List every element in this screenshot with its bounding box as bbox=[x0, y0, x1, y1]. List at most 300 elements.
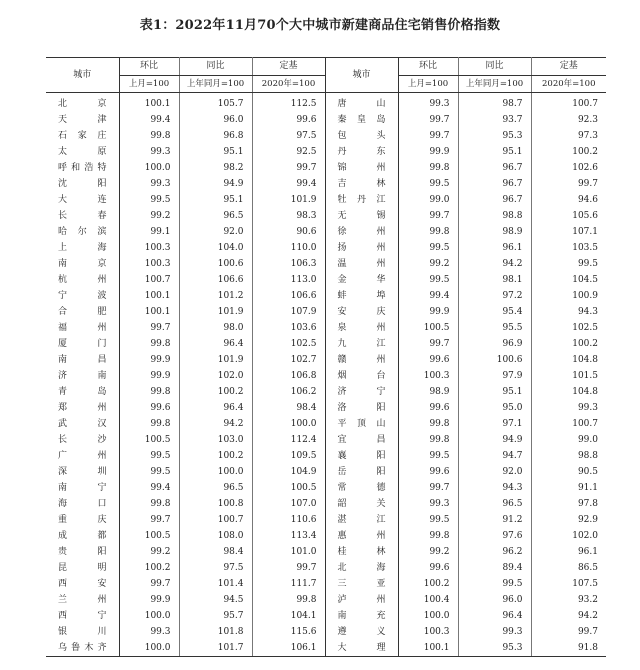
base-value-right: 100.7 bbox=[572, 99, 598, 109]
city-name-right: 南充 bbox=[325, 608, 398, 624]
city-name-left: 海口 bbox=[46, 496, 119, 512]
base-value-right: 102.5 bbox=[572, 323, 598, 333]
city-name-left: 西安 bbox=[46, 576, 119, 592]
city-name-right: 常德 bbox=[325, 480, 398, 496]
yoy-value-right: 95.3 bbox=[458, 128, 531, 144]
base-value-left: 106.8 bbox=[252, 368, 325, 384]
base-header-left: 定基 bbox=[252, 58, 325, 76]
table-row bbox=[46, 480, 606, 496]
city-name-left: 北京 bbox=[46, 93, 119, 113]
base-value-left: 107.0 bbox=[252, 496, 325, 512]
yoy-value-left: 101.7 bbox=[179, 640, 252, 657]
base-value-right: 105.6 bbox=[572, 211, 598, 221]
mom-header-left: 环比 bbox=[119, 58, 179, 76]
base-value-left: 112.4 bbox=[252, 432, 325, 448]
yoy-value-right: 95.1 bbox=[458, 384, 531, 400]
mom-value-right: 99.2 bbox=[398, 544, 458, 560]
yoy-value-left: 98.4 bbox=[179, 544, 252, 560]
base-value-left: 101.0 bbox=[252, 544, 325, 560]
table-row bbox=[46, 400, 606, 416]
yoy-value-left: 96.4 bbox=[179, 400, 252, 416]
base-value-right: 103.5 bbox=[572, 243, 598, 253]
table-row bbox=[46, 448, 606, 464]
base-value-left: 92.5 bbox=[252, 144, 325, 160]
yoy-value-right: 96.5 bbox=[458, 496, 531, 512]
table-row bbox=[46, 240, 606, 256]
table-row bbox=[46, 624, 606, 640]
mom-value-left: 99.9 bbox=[119, 368, 179, 384]
yoy-value-left: 92.0 bbox=[179, 224, 252, 240]
mom-value-right: 99.3 bbox=[398, 93, 458, 113]
yoy-value-right: 98.1 bbox=[458, 272, 531, 288]
mom-value-left: 99.5 bbox=[119, 192, 179, 208]
base-value-left: 106.3 bbox=[252, 256, 325, 272]
city-name-right: 桂林 bbox=[325, 544, 398, 560]
mom-value-left: 99.8 bbox=[119, 384, 179, 400]
yoy-value-left: 94.2 bbox=[179, 416, 252, 432]
mom-value-left: 100.3 bbox=[119, 256, 179, 272]
mom-value-left: 99.7 bbox=[119, 576, 179, 592]
base-value-right: 99.0 bbox=[577, 435, 598, 445]
base-value-left: 98.3 bbox=[252, 208, 325, 224]
city-name-left: 沈阳 bbox=[46, 176, 119, 192]
mom-value-right: 99.9 bbox=[398, 304, 458, 320]
city-name-right: 赣州 bbox=[325, 352, 398, 368]
city-name-right: 三亚 bbox=[325, 576, 398, 592]
mom-value-right: 100.4 bbox=[398, 592, 458, 608]
city-name-left: 乌鲁木齐 bbox=[46, 640, 119, 657]
yoy-value-right: 97.1 bbox=[458, 416, 531, 432]
base-value-left: 102.7 bbox=[252, 352, 325, 368]
table-row bbox=[46, 528, 606, 544]
mom-value-right: 98.9 bbox=[398, 384, 458, 400]
base-value-right: 107.1 bbox=[572, 227, 598, 237]
city-name-left: 宁波 bbox=[46, 288, 119, 304]
mom-sub-right: 上月=100 bbox=[398, 76, 458, 93]
yoy-value-left: 106.6 bbox=[179, 272, 252, 288]
table-row bbox=[46, 384, 606, 400]
base-value-right: 102.6 bbox=[572, 163, 598, 173]
mom-value-right: 100.3 bbox=[398, 368, 458, 384]
yoy-value-right: 97.9 bbox=[458, 368, 531, 384]
city-name-left: 广州 bbox=[46, 448, 119, 464]
yoy-value-right: 94.3 bbox=[458, 480, 531, 496]
base-value-right: 96.1 bbox=[577, 547, 598, 557]
base-value-left: 113.4 bbox=[252, 528, 325, 544]
base-value-right: 101.5 bbox=[572, 371, 598, 381]
yoy-value-left: 95.1 bbox=[179, 192, 252, 208]
base-value-left: 99.8 bbox=[252, 592, 325, 608]
yoy-value-left: 95.7 bbox=[179, 608, 252, 624]
mom-value-left: 100.3 bbox=[119, 240, 179, 256]
mom-value-left: 99.7 bbox=[119, 512, 179, 528]
base-value-right: 93.2 bbox=[577, 595, 598, 605]
table-row bbox=[46, 272, 606, 288]
base-value-right: 100.7 bbox=[572, 419, 598, 429]
city-header-right: 城市 bbox=[325, 58, 398, 93]
yoy-value-left: 100.8 bbox=[179, 496, 252, 512]
city-name-left: 青岛 bbox=[46, 384, 119, 400]
table-row bbox=[46, 496, 606, 512]
table-row bbox=[46, 640, 606, 657]
mom-value-left: 99.9 bbox=[119, 352, 179, 368]
table-row bbox=[46, 464, 606, 480]
base-value-right: 99.7 bbox=[577, 627, 598, 637]
city-name-right: 宜昌 bbox=[325, 432, 398, 448]
mom-value-right: 99.6 bbox=[398, 560, 458, 576]
city-name-left: 昆明 bbox=[46, 560, 119, 576]
yoy-value-left: 104.0 bbox=[179, 240, 252, 256]
base-value-left: 90.6 bbox=[252, 224, 325, 240]
yoy-value-right: 95.3 bbox=[458, 640, 531, 657]
city-name-left: 长春 bbox=[46, 208, 119, 224]
base-sub-right: 2020年=100 bbox=[531, 76, 606, 93]
base-value-right: 86.5 bbox=[577, 563, 598, 573]
mom-value-right: 100.0 bbox=[398, 608, 458, 624]
city-name-right: 秦皇岛 bbox=[325, 112, 398, 128]
city-name-right: 吉林 bbox=[325, 176, 398, 192]
city-name-left: 厦门 bbox=[46, 336, 119, 352]
city-name-left: 深圳 bbox=[46, 464, 119, 480]
city-name-left: 重庆 bbox=[46, 512, 119, 528]
city-name-left: 武汉 bbox=[46, 416, 119, 432]
price-index-table bbox=[46, 57, 606, 657]
base-value-left: 100.0 bbox=[252, 416, 325, 432]
city-name-right: 岳阳 bbox=[325, 464, 398, 480]
city-name-left: 南京 bbox=[46, 256, 119, 272]
base-sub-left: 2020年=100 bbox=[252, 76, 325, 93]
mom-value-right: 99.8 bbox=[398, 432, 458, 448]
base-value-right: 91.1 bbox=[577, 483, 598, 493]
base-value-right: 99.5 bbox=[577, 259, 598, 269]
table-row bbox=[46, 144, 606, 160]
mom-value-left: 99.2 bbox=[119, 544, 179, 560]
base-value-right: 99.3 bbox=[577, 403, 598, 413]
city-name-right: 泸州 bbox=[325, 592, 398, 608]
city-name-right: 丹东 bbox=[325, 144, 398, 160]
yoy-value-right: 96.4 bbox=[458, 608, 531, 624]
mom-value-left: 99.8 bbox=[119, 336, 179, 352]
city-name-right: 遵义 bbox=[325, 624, 398, 640]
base-value-right: 100.9 bbox=[572, 291, 598, 301]
yoy-value-left: 96.8 bbox=[179, 128, 252, 144]
base-value-right: 107.5 bbox=[572, 579, 598, 589]
yoy-value-right: 96.7 bbox=[458, 192, 531, 208]
mom-value-right: 99.0 bbox=[398, 192, 458, 208]
table-row bbox=[46, 208, 606, 224]
yoy-value-right: 95.1 bbox=[458, 144, 531, 160]
city-header-left: 城市 bbox=[46, 58, 119, 93]
mom-value-right: 99.3 bbox=[398, 496, 458, 512]
yoy-value-left: 100.2 bbox=[179, 384, 252, 400]
city-name-right: 湛江 bbox=[325, 512, 398, 528]
base-value-right: 92.3 bbox=[577, 115, 598, 125]
city-name-left: 合肥 bbox=[46, 304, 119, 320]
base-value-right: 94.6 bbox=[577, 195, 598, 205]
table-row bbox=[46, 192, 606, 208]
mom-value-right: 99.7 bbox=[398, 480, 458, 496]
city-name-right: 烟台 bbox=[325, 368, 398, 384]
yoy-value-left: 103.0 bbox=[179, 432, 252, 448]
yoy-value-right: 89.4 bbox=[458, 560, 531, 576]
base-value-left: 109.5 bbox=[252, 448, 325, 464]
mom-value-left: 100.0 bbox=[119, 608, 179, 624]
yoy-value-left: 101.9 bbox=[179, 352, 252, 368]
city-name-right: 温州 bbox=[325, 256, 398, 272]
base-header-right: 定基 bbox=[531, 58, 606, 76]
city-name-right: 泉州 bbox=[325, 320, 398, 336]
table-row bbox=[46, 592, 606, 608]
mom-value-right: 99.8 bbox=[398, 528, 458, 544]
base-value-right: 94.3 bbox=[577, 307, 598, 317]
table-row bbox=[46, 368, 606, 384]
city-name-right: 平顶山 bbox=[325, 416, 398, 432]
mom-value-right: 99.5 bbox=[398, 272, 458, 288]
yoy-value-left: 100.7 bbox=[179, 512, 252, 528]
base-value-right: 97.3 bbox=[577, 131, 598, 141]
mom-value-left: 100.5 bbox=[119, 432, 179, 448]
city-name-left: 哈尔滨 bbox=[46, 224, 119, 240]
city-name-left: 石家庄 bbox=[46, 128, 119, 144]
yoy-sub-left: 上年同月=100 bbox=[179, 76, 252, 93]
table-row bbox=[46, 128, 606, 144]
mom-value-right: 100.2 bbox=[398, 576, 458, 592]
yoy-value-left: 96.0 bbox=[179, 112, 252, 128]
city-name-left: 上海 bbox=[46, 240, 119, 256]
mom-value-right: 99.6 bbox=[398, 400, 458, 416]
yoy-value-left: 101.4 bbox=[179, 576, 252, 592]
yoy-header-left: 同比 bbox=[179, 58, 252, 76]
yoy-value-left: 100.0 bbox=[179, 464, 252, 480]
base-value-left: 115.6 bbox=[252, 624, 325, 640]
base-value-left: 106.2 bbox=[252, 384, 325, 400]
yoy-value-left: 98.0 bbox=[179, 320, 252, 336]
city-name-left: 成都 bbox=[46, 528, 119, 544]
mom-value-right: 99.2 bbox=[398, 256, 458, 272]
city-name-right: 济宁 bbox=[325, 384, 398, 400]
mom-value-right: 99.5 bbox=[398, 240, 458, 256]
yoy-value-right: 98.7 bbox=[458, 93, 531, 113]
mom-value-right: 100.3 bbox=[398, 624, 458, 640]
mom-value-left: 99.5 bbox=[119, 464, 179, 480]
city-name-right: 襄阳 bbox=[325, 448, 398, 464]
yoy-value-right: 97.2 bbox=[458, 288, 531, 304]
mom-value-left: 100.5 bbox=[119, 528, 179, 544]
base-value-right: 104.5 bbox=[572, 275, 598, 285]
yoy-value-right: 96.1 bbox=[458, 240, 531, 256]
base-value-left: 107.9 bbox=[252, 304, 325, 320]
city-name-right: 北海 bbox=[325, 560, 398, 576]
yoy-value-left: 96.4 bbox=[179, 336, 252, 352]
city-name-left: 济南 bbox=[46, 368, 119, 384]
yoy-value-right: 94.7 bbox=[458, 448, 531, 464]
mom-value-left: 99.8 bbox=[119, 128, 179, 144]
city-name-right: 金华 bbox=[325, 272, 398, 288]
mom-value-left: 99.2 bbox=[119, 208, 179, 224]
city-name-left: 南昌 bbox=[46, 352, 119, 368]
base-value-left: 99.7 bbox=[252, 560, 325, 576]
table-row bbox=[46, 544, 606, 560]
mom-value-left: 99.6 bbox=[119, 400, 179, 416]
base-value-right: 104.8 bbox=[572, 355, 598, 365]
base-value-left: 112.5 bbox=[252, 93, 325, 113]
city-name-left: 天津 bbox=[46, 112, 119, 128]
base-value-right: 100.2 bbox=[572, 339, 598, 349]
yoy-value-right: 98.8 bbox=[458, 208, 531, 224]
base-value-left: 106.1 bbox=[252, 640, 325, 657]
mom-value-left: 99.3 bbox=[119, 624, 179, 640]
yoy-value-left: 95.1 bbox=[179, 144, 252, 160]
mom-header-right: 环比 bbox=[398, 58, 458, 76]
table-row bbox=[46, 288, 606, 304]
mom-value-left: 99.7 bbox=[119, 320, 179, 336]
mom-value-right: 99.8 bbox=[398, 160, 458, 176]
mom-value-left: 99.4 bbox=[119, 112, 179, 128]
yoy-value-left: 101.8 bbox=[179, 624, 252, 640]
city-name-left: 太原 bbox=[46, 144, 119, 160]
city-name-right: 锦州 bbox=[325, 160, 398, 176]
city-name-left: 银川 bbox=[46, 624, 119, 640]
table-row bbox=[46, 112, 606, 128]
table-row bbox=[46, 512, 606, 528]
yoy-sub-right: 上年同月=100 bbox=[458, 76, 531, 93]
city-name-left: 福州 bbox=[46, 320, 119, 336]
city-name-right: 扬州 bbox=[325, 240, 398, 256]
mom-value-left: 100.1 bbox=[119, 304, 179, 320]
city-name-left: 大连 bbox=[46, 192, 119, 208]
yoy-value-right: 94.2 bbox=[458, 256, 531, 272]
yoy-value-right: 96.7 bbox=[458, 160, 531, 176]
yoy-value-right: 95.0 bbox=[458, 400, 531, 416]
base-value-right: 100.2 bbox=[572, 147, 598, 157]
mom-value-left: 100.7 bbox=[119, 272, 179, 288]
base-value-left: 101.9 bbox=[252, 192, 325, 208]
table-row bbox=[46, 93, 606, 113]
mom-value-left: 99.8 bbox=[119, 496, 179, 512]
city-name-right: 大理 bbox=[325, 640, 398, 657]
header-row bbox=[46, 58, 606, 76]
yoy-value-right: 91.2 bbox=[458, 512, 531, 528]
mom-value-left: 100.0 bbox=[119, 160, 179, 176]
table-row bbox=[46, 256, 606, 272]
base-value-left: 98.4 bbox=[252, 400, 325, 416]
table-row bbox=[46, 160, 606, 176]
mom-value-right: 99.5 bbox=[398, 512, 458, 528]
mom-value-left: 99.4 bbox=[119, 480, 179, 496]
yoy-value-left: 94.5 bbox=[179, 592, 252, 608]
base-value-right: 104.8 bbox=[572, 387, 598, 397]
mom-value-right: 99.4 bbox=[398, 288, 458, 304]
table-row bbox=[46, 352, 606, 368]
base-value-left: 99.4 bbox=[252, 176, 325, 192]
city-name-right: 牡丹江 bbox=[325, 192, 398, 208]
table-row bbox=[46, 224, 606, 240]
mom-value-right: 99.6 bbox=[398, 464, 458, 480]
base-value-left: 97.5 bbox=[252, 128, 325, 144]
mom-value-right: 100.5 bbox=[398, 320, 458, 336]
base-value-left: 102.5 bbox=[252, 336, 325, 352]
yoy-value-left: 96.5 bbox=[179, 480, 252, 496]
city-name-left: 贵阳 bbox=[46, 544, 119, 560]
base-value-right: 90.5 bbox=[577, 467, 598, 477]
mom-value-right: 99.7 bbox=[398, 336, 458, 352]
city-name-right: 九江 bbox=[325, 336, 398, 352]
mom-value-right: 99.7 bbox=[398, 208, 458, 224]
mom-value-left: 99.5 bbox=[119, 448, 179, 464]
yoy-value-right: 94.9 bbox=[458, 432, 531, 448]
base-value-right: 99.7 bbox=[577, 179, 598, 189]
mom-value-right: 100.1 bbox=[398, 640, 458, 657]
yoy-value-right: 99.3 bbox=[458, 624, 531, 640]
mom-value-left: 100.1 bbox=[119, 93, 179, 113]
base-value-left: 110.6 bbox=[252, 512, 325, 528]
table-row bbox=[46, 176, 606, 192]
mom-value-right: 99.9 bbox=[398, 144, 458, 160]
yoy-value-right: 96.9 bbox=[458, 336, 531, 352]
mom-value-left: 99.3 bbox=[119, 144, 179, 160]
base-value-left: 110.0 bbox=[252, 240, 325, 256]
base-value-right: 98.8 bbox=[577, 451, 598, 461]
yoy-value-left: 101.2 bbox=[179, 288, 252, 304]
city-name-right: 安庆 bbox=[325, 304, 398, 320]
base-value-left: 104.9 bbox=[252, 464, 325, 480]
yoy-value-left: 97.5 bbox=[179, 560, 252, 576]
city-name-left: 呼和浩特 bbox=[46, 160, 119, 176]
yoy-header-right: 同比 bbox=[458, 58, 531, 76]
yoy-value-left: 108.0 bbox=[179, 528, 252, 544]
mom-value-right: 99.6 bbox=[398, 352, 458, 368]
yoy-value-right: 95.5 bbox=[458, 320, 531, 336]
city-name-left: 南宁 bbox=[46, 480, 119, 496]
yoy-value-right: 96.0 bbox=[458, 592, 531, 608]
mom-value-left: 99.1 bbox=[119, 224, 179, 240]
city-name-right: 唐山 bbox=[325, 93, 398, 113]
base-value-right: 91.8 bbox=[531, 640, 606, 657]
city-name-right: 无锡 bbox=[325, 208, 398, 224]
mom-value-left: 99.9 bbox=[119, 592, 179, 608]
table-row bbox=[46, 416, 606, 432]
yoy-value-left: 98.2 bbox=[179, 160, 252, 176]
table-title: 表1：2022年11月70个大中城市新建商品住宅销售价格指数 bbox=[139, 18, 501, 33]
mom-value-left: 100.1 bbox=[119, 288, 179, 304]
base-value-right: 92.9 bbox=[577, 515, 598, 525]
mom-value-right: 99.7 bbox=[398, 112, 458, 128]
city-name-left: 长沙 bbox=[46, 432, 119, 448]
city-name-right: 洛阳 bbox=[325, 400, 398, 416]
table-row bbox=[46, 560, 606, 576]
base-value-left: 104.1 bbox=[252, 608, 325, 624]
yoy-value-left: 101.9 bbox=[179, 304, 252, 320]
yoy-value-right: 96.7 bbox=[458, 176, 531, 192]
base-value-left: 99.6 bbox=[252, 112, 325, 128]
base-value-left: 111.7 bbox=[252, 576, 325, 592]
city-name-left: 兰州 bbox=[46, 592, 119, 608]
base-value-left: 100.5 bbox=[252, 480, 325, 496]
yoy-value-right: 98.9 bbox=[458, 224, 531, 240]
base-value-right: 97.8 bbox=[577, 499, 598, 509]
table-row bbox=[46, 320, 606, 336]
mom-value-right: 99.7 bbox=[398, 128, 458, 144]
table-row bbox=[46, 432, 606, 448]
mom-value-right: 99.5 bbox=[398, 448, 458, 464]
base-value-left: 106.6 bbox=[252, 288, 325, 304]
mom-value-left: 99.3 bbox=[119, 176, 179, 192]
yoy-value-right: 99.5 bbox=[458, 576, 531, 592]
city-name-right: 徐州 bbox=[325, 224, 398, 240]
yoy-value-left: 100.6 bbox=[179, 256, 252, 272]
mom-value-left: 99.8 bbox=[119, 416, 179, 432]
base-value-left: 113.0 bbox=[252, 272, 325, 288]
